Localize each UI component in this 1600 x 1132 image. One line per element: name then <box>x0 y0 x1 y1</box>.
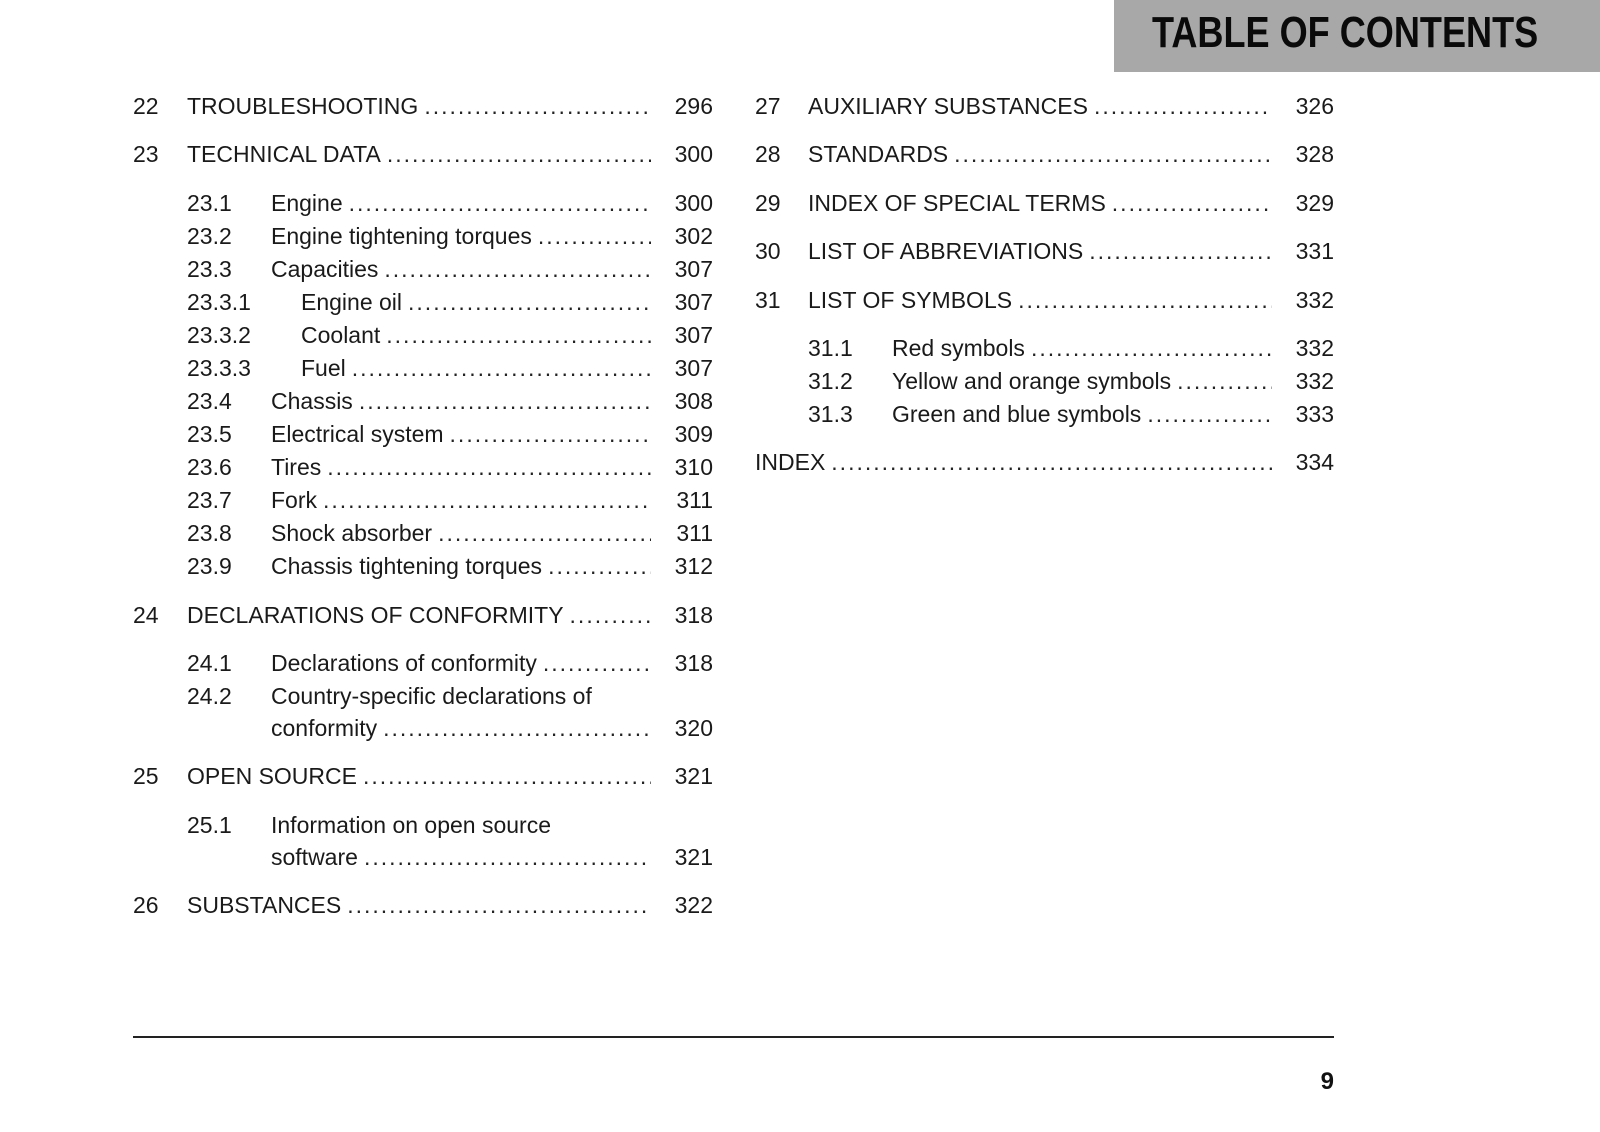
toc-entry[interactable] <box>755 91 1334 121</box>
dot-leader <box>408 287 651 317</box>
dot-leader <box>831 447 1272 477</box>
entry-title: Tires <box>271 454 322 480</box>
entry-page: 321 <box>674 763 713 789</box>
toc-entry[interactable] <box>133 518 713 548</box>
dot-leader <box>543 648 651 678</box>
entry-number: 23.5 <box>187 421 232 447</box>
entry-title: Chassis tightening torques <box>271 553 543 579</box>
entry-number: 23.3.1 <box>187 289 251 315</box>
entry-page: 307 <box>674 322 713 348</box>
entry-title-continuation: conformity <box>271 715 378 741</box>
entry-title: Engine oil <box>301 289 403 315</box>
entry-number: 23.9 <box>187 553 232 579</box>
entry-title: LIST OF ABBREVIATIONS <box>808 238 1084 264</box>
entry-number: 24.1 <box>187 650 232 676</box>
dot-leader <box>1089 236 1272 266</box>
entry-number: 23.6 <box>187 454 232 480</box>
toc-entry[interactable] <box>133 681 713 711</box>
entry-page: 300 <box>674 190 713 216</box>
entry-number: 24 <box>133 602 159 628</box>
toc-entry[interactable] <box>755 399 1334 429</box>
toc-entry[interactable] <box>755 366 1334 396</box>
entry-title: SUBSTANCES <box>187 892 342 918</box>
entry-number: 23 <box>133 141 159 167</box>
entry-number: 28 <box>755 141 781 167</box>
entry-title: Engine <box>271 190 343 216</box>
dot-leader <box>359 386 651 416</box>
entry-number: 27 <box>755 93 781 119</box>
entry-title: Shock absorber <box>271 520 433 546</box>
entry-title: Red symbols <box>892 335 1025 361</box>
dot-leader <box>1177 366 1272 396</box>
entry-number: 30 <box>755 238 781 264</box>
entry-page: 332 <box>1295 287 1334 313</box>
dot-leader <box>548 551 651 581</box>
entry-page: 328 <box>1295 141 1334 167</box>
entry-number: 31 <box>755 287 781 313</box>
entry-page: 296 <box>674 93 713 119</box>
dot-leader <box>327 452 651 482</box>
dot-leader <box>323 485 651 515</box>
dot-leader <box>1018 285 1272 315</box>
dot-leader <box>349 188 651 218</box>
entry-title: Capacities <box>271 256 379 282</box>
entry-title: Information on open source <box>271 812 552 838</box>
entry-page: 300 <box>674 141 713 167</box>
toc-entry[interactable] <box>133 91 713 121</box>
entry-number: 29 <box>755 190 781 216</box>
entry-page: 307 <box>674 256 713 282</box>
entry-title: INDEX <box>755 449 826 475</box>
dot-leader <box>363 761 651 791</box>
dot-leader <box>1112 188 1272 218</box>
toc-entry[interactable] <box>755 285 1334 315</box>
dot-leader <box>364 842 651 872</box>
entry-page: 321 <box>674 844 713 870</box>
entry-title: OPEN SOURCE <box>187 763 357 789</box>
toc-entry-continuation[interactable] <box>133 842 713 872</box>
entry-page: 312 <box>674 553 713 579</box>
entry-title: TROUBLESHOOTING <box>187 93 419 119</box>
toc-entry[interactable] <box>133 648 713 678</box>
toc-entry[interactable] <box>755 139 1334 169</box>
entry-page: 318 <box>674 650 713 676</box>
toc-entry[interactable] <box>755 236 1334 266</box>
toc-entry[interactable] <box>755 188 1334 218</box>
entry-number: 23.3.3 <box>187 355 251 381</box>
entry-title: Coolant <box>301 322 381 348</box>
entry-page: 334 <box>1295 449 1334 475</box>
entry-title: STANDARDS <box>808 141 949 167</box>
toc-entry[interactable] <box>133 353 713 383</box>
entry-page: 320 <box>674 715 713 741</box>
entry-page: 318 <box>674 602 713 628</box>
dot-leader <box>538 221 651 251</box>
toc-entry[interactable] <box>133 452 713 482</box>
dot-leader <box>384 254 651 284</box>
entry-page: 307 <box>674 355 713 381</box>
dot-leader <box>954 139 1272 169</box>
entry-page: 326 <box>1295 93 1334 119</box>
toc-entry[interactable] <box>133 254 713 284</box>
entry-page: 332 <box>1295 335 1334 361</box>
entry-number: 23.7 <box>187 487 232 513</box>
entry-title: Fork <box>271 487 317 513</box>
toc-entry-continuation[interactable] <box>133 713 713 743</box>
entry-number: 23.2 <box>187 223 232 249</box>
entry-page: 329 <box>1295 190 1334 216</box>
entry-title: Country-specific declarations of <box>271 683 592 709</box>
dot-leader <box>1094 91 1272 121</box>
entry-title: AUXILIARY SUBSTANCES <box>808 93 1088 119</box>
entry-page: 311 <box>676 487 713 513</box>
dot-leader <box>570 600 651 630</box>
toc-entry[interactable] <box>133 890 713 920</box>
page-title: TABLE OF CONTENTS <box>1152 8 1539 57</box>
entry-number: 23.8 <box>187 520 232 546</box>
toc-entry[interactable] <box>755 447 1334 477</box>
dot-leader <box>438 518 651 548</box>
entry-page: 331 <box>1295 238 1334 264</box>
dot-leader <box>450 419 651 449</box>
footer-divider <box>133 1036 1334 1038</box>
entry-number: 23.4 <box>187 388 232 414</box>
entry-number: 24.2 <box>187 683 232 709</box>
toc-entry[interactable] <box>133 320 713 350</box>
toc-entry[interactable] <box>133 551 713 581</box>
entry-title: DECLARATIONS OF CONFORMITY <box>187 602 564 628</box>
toc-entry[interactable] <box>133 221 713 251</box>
entry-page: 307 <box>674 289 713 315</box>
dot-leader <box>383 713 651 743</box>
toc-entry[interactable] <box>133 386 713 416</box>
entry-number: 22 <box>133 93 159 119</box>
entry-title: Yellow and orange symbols <box>892 368 1172 394</box>
entry-page: 333 <box>1295 401 1334 427</box>
dot-leader <box>387 139 651 169</box>
toc-entry[interactable] <box>133 600 713 630</box>
toc-entry[interactable] <box>133 419 713 449</box>
entry-title: LIST OF SYMBOLS <box>808 287 1013 313</box>
entry-title-continuation: software <box>271 844 358 870</box>
entry-page: 332 <box>1295 368 1334 394</box>
entry-number: 31.3 <box>808 401 853 427</box>
entry-title: Green and blue symbols <box>892 401 1142 427</box>
entry-number: 23.3 <box>187 256 232 282</box>
entry-title: Fuel <box>301 355 346 381</box>
entry-number: 31.2 <box>808 368 853 394</box>
entry-title: TECHNICAL DATA <box>187 141 381 167</box>
entry-page: 311 <box>676 520 713 546</box>
toc-entry[interactable] <box>133 287 713 317</box>
dot-leader <box>424 91 651 121</box>
dot-leader <box>1147 399 1272 429</box>
toc-entry[interactable] <box>133 485 713 515</box>
entry-title: Electrical system <box>271 421 444 447</box>
toc-entry[interactable] <box>133 188 713 218</box>
toc-entry[interactable] <box>133 139 713 169</box>
entry-title: Engine tightening torques <box>271 223 532 249</box>
entry-page: 302 <box>674 223 713 249</box>
entry-title: Declarations of conformity <box>271 650 537 676</box>
dot-leader <box>347 890 651 920</box>
dot-leader <box>1031 333 1272 363</box>
entry-number: 25.1 <box>187 812 232 838</box>
toc-entry[interactable] <box>133 810 713 840</box>
entry-page: 322 <box>674 892 713 918</box>
toc-entry[interactable] <box>755 333 1334 363</box>
entry-number: 23.1 <box>187 190 232 216</box>
entry-title: Chassis <box>271 388 353 414</box>
entry-number: 23.3.2 <box>187 322 251 348</box>
entry-page: 309 <box>674 421 713 447</box>
entry-page: 310 <box>674 454 713 480</box>
entry-title: INDEX OF SPECIAL TERMS <box>808 190 1106 216</box>
entry-number: 31.1 <box>808 335 853 361</box>
page-number: 9 <box>1320 1068 1334 1095</box>
dot-leader <box>386 320 651 350</box>
entry-number: 25 <box>133 763 159 789</box>
dot-leader <box>352 353 651 383</box>
entry-page: 308 <box>674 388 713 414</box>
entry-number: 26 <box>133 892 159 918</box>
toc-entry[interactable] <box>133 761 713 791</box>
